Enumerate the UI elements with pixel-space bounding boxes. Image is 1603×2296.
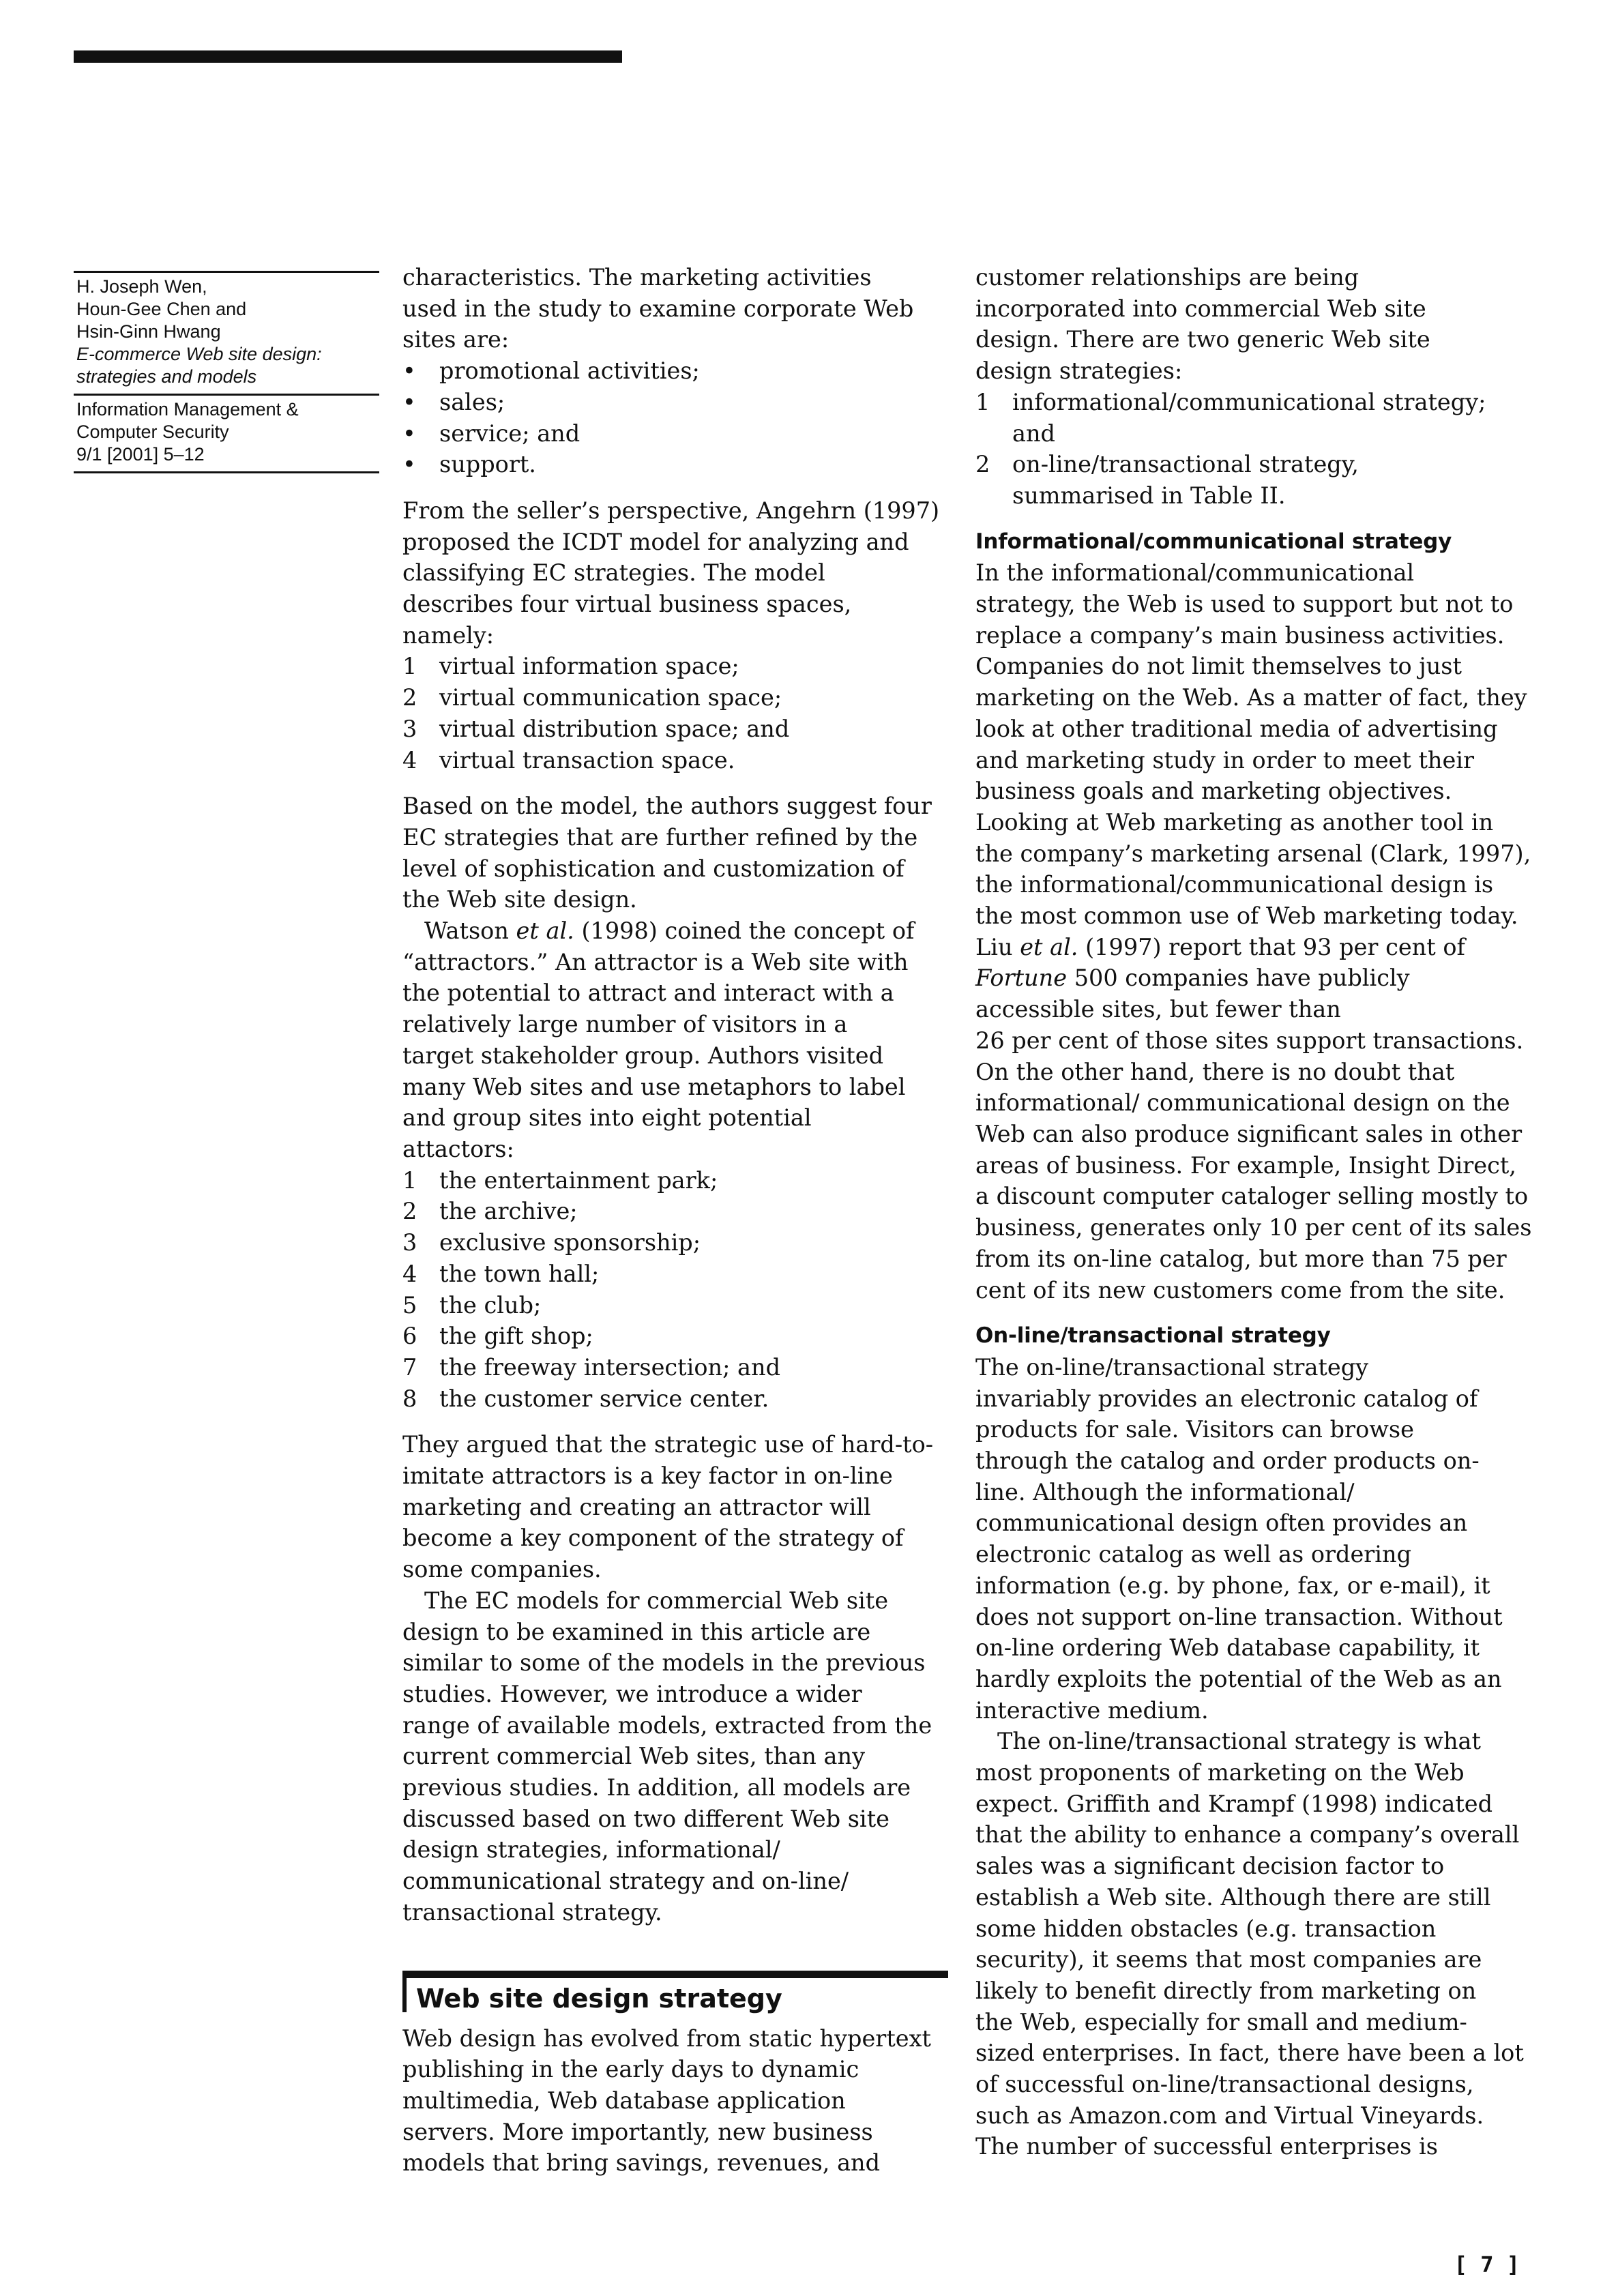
text-line: used in the study to examine corporate Web: [402, 295, 914, 322]
text-line: relatively large number of visitors in a: [402, 1011, 848, 1038]
text-line: some hidden obstacles (e.g. transaction: [975, 1915, 1437, 1942]
text-line: likely to benefit directly from marketing on: [975, 1977, 1477, 2004]
text-line: In the informational/communicational: [975, 559, 1415, 587]
journal-line: Computer Security: [76, 422, 229, 442]
text-line: establish a Web site. Although there are still: [975, 1883, 1491, 1911]
author-line: H. Joseph Wen,: [76, 276, 207, 297]
list-number: 7: [402, 1353, 417, 1381]
text-line: products for sale. Visitors can browse: [975, 1416, 1414, 1443]
text-line: design. There are two generic Web site: [975, 326, 1430, 353]
paragraph: [402, 495, 948, 651]
header-rule: [74, 50, 622, 63]
text-line: incorporated into commercial Web site: [975, 295, 1426, 322]
list-item: [402, 1383, 948, 1415]
bullet-list: [402, 355, 948, 480]
text-line: Companies do not limit themselves to just: [975, 653, 1462, 680]
subsection-heading: Informational/communicational strategy: [975, 529, 1452, 554]
text-line: design strategies, informational/: [402, 1836, 780, 1864]
text-line: electronic catalog as well as ordering: [975, 1541, 1412, 1568]
text-line: The EC models for commercial Web site: [424, 1587, 889, 1614]
text-line: accessible sites, but fewer than: [975, 996, 1341, 1023]
list-item-text: the gift shop;: [439, 1323, 593, 1350]
text-line: sites are:: [402, 326, 510, 353]
text-line: become a key component of the strategy of: [402, 1525, 904, 1552]
text-line: Web design has evolved from static hypertext: [402, 2025, 931, 2052]
text-line: classifying EC strategies. The model: [402, 559, 825, 587]
text-run: Watson: [424, 917, 516, 945]
text-line: information (e.g. by phone, fax, or e-mail), it: [975, 1572, 1490, 1599]
text-line: through the catalog and order products on-: [975, 1447, 1480, 1475]
text-line: security), it seems that most companies are: [975, 1946, 1482, 1973]
list-item: [402, 1259, 948, 1290]
text-line: models that bring savings, revenues, and: [402, 2149, 881, 2177]
list-number: 8: [402, 1385, 417, 1412]
list-item-text: summarised in Table II.: [1012, 482, 1286, 509]
journal-issue: 9/1 [2001] 5–12: [76, 444, 205, 465]
subsection-heading: On-line/transactional strategy: [975, 1323, 1331, 1349]
list-number: 5: [402, 1291, 417, 1319]
text-line: Web can also produce significant sales in other: [975, 1120, 1523, 1147]
text-line: The on-line/transactional strategy is what: [997, 1728, 1481, 1755]
text-line: communicational design often provides an: [975, 1510, 1468, 1537]
list-item-text: on-line/transactional strategy,: [1012, 451, 1359, 478]
text-line: 26 per cent of those sites support transactions.: [975, 1027, 1524, 1054]
text-line: the most common use of Web marketing today.: [975, 902, 1518, 930]
list-item-text: exclusive sponsorship;: [439, 1229, 701, 1256]
list-item-text: sales;: [439, 388, 505, 415]
bullet-marker: •: [402, 420, 416, 447]
text-line: Looking at Web marketing as another tool in: [975, 808, 1494, 836]
text-line: current commercial Web sites, than any: [402, 1743, 865, 1770]
list-item-text: the entertainment park;: [439, 1166, 718, 1194]
paragraph: [402, 1429, 948, 1585]
numbered-list: [402, 651, 948, 776]
text-line: business goals and marketing objectives.: [975, 778, 1452, 805]
list-number: 3: [402, 715, 417, 742]
text-line: target stakeholder group. Authors visited: [402, 1042, 884, 1069]
list-number: 2: [402, 1198, 417, 1225]
article-title-line: E-commerce Web site design:: [76, 344, 322, 364]
text-line: some companies.: [402, 1556, 602, 1583]
text-line: many Web sites and use metaphors to label: [402, 1073, 906, 1100]
text-line: informational/ communicational design on the: [975, 1089, 1510, 1117]
text-run: 500 companies have publicly: [1067, 965, 1410, 992]
text-line: proposed the ICDT model for analyzing and: [402, 528, 909, 555]
list-item-text: virtual information space;: [439, 653, 739, 680]
text-line: characteristics. The marketing activities: [402, 264, 872, 291]
text-line: customer relationships are being: [975, 264, 1359, 291]
text-line: servers. More importantly, new business: [402, 2118, 873, 2145]
text-line: interactive medium.: [975, 1696, 1209, 1724]
text-line: communicational strategy and on-line/: [402, 1868, 849, 1895]
author-line: Hsin-Ginn Hwang: [76, 321, 221, 342]
list-item: [975, 387, 1528, 418]
text-line: previous studies. In addition, all models are: [402, 1774, 911, 1801]
list-item-continuation: [975, 480, 1528, 512]
text-line: invariably provides an electronic catalog of: [975, 1385, 1478, 1412]
article-title-line: strategies and models: [76, 366, 257, 387]
list-item-text: virtual distribution space; and: [439, 715, 790, 742]
text-line: the company’s marketing arsenal (Clark, 1997),: [975, 840, 1531, 867]
sidebar-authors-title: [74, 271, 379, 394]
text-line: [975, 932, 1528, 963]
list-number: 1: [402, 653, 417, 680]
list-item-text: the club;: [439, 1291, 542, 1319]
text-line: range of available models, extracted from the: [402, 1711, 932, 1739]
text-run-italic: et al.: [1020, 933, 1078, 960]
paragraph: [975, 1726, 1528, 2162]
text-line: such as Amazon.com and Virtual Vineyards.: [975, 2102, 1484, 2129]
list-item: [402, 1165, 948, 1196]
text-line: expect. Griffith and Krampf (1998) indicated: [975, 1790, 1493, 1817]
text-line: From the seller’s perspective, Angehrn (1997): [402, 497, 940, 524]
list-item-text: service; and: [439, 420, 580, 447]
list-item: [402, 418, 948, 450]
text-line: strategy, the Web is used to support but not to: [975, 591, 1514, 618]
list-item: [402, 682, 948, 713]
text-line: publishing in the early days to dynamic: [402, 2056, 859, 2083]
paragraph: [402, 2023, 948, 2179]
list-item: [402, 1321, 948, 1352]
list-item-text: informational/communicational strategy;: [1012, 388, 1486, 415]
text-line: namely:: [402, 621, 495, 649]
text-line: and marketing study in order to meet their: [975, 746, 1475, 774]
list-item-text: virtual communication space;: [439, 684, 782, 711]
section-heading: [402, 1971, 948, 2023]
list-item-text: support.: [439, 451, 536, 478]
text-run-italic: et al.: [516, 917, 574, 945]
text-line: attactors:: [402, 1135, 514, 1162]
text-line: marketing on the Web. As a matter of fact, they: [975, 684, 1527, 711]
list-number: 6: [402, 1323, 417, 1350]
text-line: On the other hand, there is no doubt that: [975, 1058, 1455, 1085]
list-item-text: the freeway intersection; and: [439, 1353, 781, 1381]
list-number: 4: [402, 746, 417, 774]
text-line: imitate attractors is a key factor in on-line: [402, 1462, 893, 1490]
list-item: [402, 651, 948, 682]
page-number: [ 7 ]: [1454, 2252, 1520, 2278]
list-item-continuation: [975, 418, 1528, 450]
list-item: [402, 387, 948, 418]
text-line: sized enterprises. In fact, there have been a lot: [975, 2040, 1524, 2067]
list-item: [402, 355, 948, 387]
list-number: 3: [402, 1229, 417, 1256]
journal-line: Information Management &: [76, 399, 299, 420]
paragraph: [975, 1352, 1528, 1726]
text-line: level of sophistication and customization of: [402, 855, 905, 882]
text-line: the informational/communicational design is: [975, 871, 1494, 898]
text-run: (1997) report that 93 per cent of: [1078, 933, 1465, 960]
text-line: sales was a significant decision factor to: [975, 1853, 1445, 1880]
text-line: design strategies:: [975, 357, 1183, 385]
list-number: 1: [975, 388, 990, 415]
list-item: [402, 1196, 948, 1227]
text-line: cent of its new customers come from the site.: [975, 1276, 1505, 1304]
text-line: transactional strategy.: [402, 1898, 662, 1926]
list-item: [975, 449, 1528, 480]
list-item: [402, 1352, 948, 1383]
text-line: the Web site design.: [402, 886, 637, 913]
text-line: design to be examined in this article are: [402, 1618, 871, 1645]
text-line: studies. However, we introduce a wider: [402, 1680, 862, 1707]
list-item: [402, 449, 948, 480]
numbered-list: [402, 1165, 948, 1415]
list-item: [402, 1227, 948, 1259]
bullet-marker: •: [402, 388, 416, 415]
paragraph: [402, 1585, 948, 1928]
paragraph: [402, 915, 948, 1165]
list-item-text: the archive;: [439, 1198, 578, 1225]
text-line: that the ability to enhance a company’s overall: [975, 1821, 1520, 1849]
paragraph: [402, 262, 948, 355]
text-run: (1998) coined the concept of: [574, 917, 915, 945]
text-line: discussed based on two different Web site: [402, 1805, 889, 1832]
text-line: of successful on-line/transactional designs,: [975, 2071, 1474, 2098]
text-line: from its on-line catalog, but more than 75 per: [975, 1245, 1507, 1272]
section-heading-text: Web site design strategy: [416, 1983, 782, 2014]
list-item-text: the customer service center.: [439, 1385, 769, 1412]
text-line: The on-line/transactional strategy: [975, 1353, 1369, 1381]
list-item: [402, 745, 948, 776]
text-line: the Web, especially for small and medium-: [975, 2008, 1467, 2035]
text-run: Liu: [975, 933, 1020, 960]
paragraph: [975, 262, 1528, 387]
text-line: EC strategies that are further refined by the: [402, 823, 918, 851]
list-item-text: the town hall;: [439, 1260, 600, 1287]
list-item: [402, 713, 948, 745]
list-item-text: promotional activities;: [439, 357, 700, 385]
list-number: 1: [402, 1166, 417, 1194]
text-line: line. Although the informational/: [975, 1478, 1355, 1505]
text-line: a discount computer cataloger selling mostly to: [975, 1183, 1529, 1210]
text-line: Based on the model, the authors suggest four: [402, 793, 932, 820]
text-line: and group sites into eight potential: [402, 1104, 812, 1132]
text-column-left: [402, 262, 948, 2179]
text-line: on-line ordering Web database capability, it: [975, 1634, 1480, 1662]
article-sidebar: [74, 271, 379, 473]
text-line: business, generates only 10 per cent of its sales: [975, 1214, 1532, 1241]
text-line: [402, 915, 948, 947]
bullet-marker: •: [402, 451, 416, 478]
numbered-list: [975, 387, 1528, 512]
text-line: “attractors.” An attractor is a Web site with: [402, 948, 909, 975]
text-line: describes four virtual business spaces,: [402, 591, 852, 618]
text-run-italic: Fortune: [975, 965, 1068, 992]
text-line: does not support on-line transaction. Without: [975, 1603, 1503, 1630]
text-line: most proponents of marketing on the Web: [975, 1759, 1465, 1786]
text-line: [975, 962, 1528, 994]
list-number: 2: [402, 684, 417, 711]
text-column-right: [975, 262, 1532, 2162]
text-line: look at other traditional media of advertising: [975, 715, 1498, 742]
paragraph: [402, 791, 948, 915]
text-line: They argued that the strategic use of hard-to-: [402, 1431, 934, 1458]
text-line: hardly exploits the potential of the Web as an: [975, 1665, 1502, 1692]
bullet-marker: •: [402, 357, 416, 385]
text-line: similar to some of the models in the previous: [402, 1649, 926, 1677]
text-line: marketing and creating an attractor will: [402, 1493, 871, 1520]
text-line: replace a company’s main business activities.: [975, 621, 1505, 649]
paragraph: [975, 557, 1532, 1306]
sidebar-journal-info: [74, 394, 379, 473]
author-line: Houn-Gee Chen and: [76, 299, 247, 319]
list-number: 4: [402, 1260, 417, 1287]
list-item-text: and: [1012, 420, 1055, 447]
text-line: multimedia, Web database application: [402, 2087, 846, 2114]
list-number: 2: [975, 451, 990, 478]
text-line: The number of successful enterprises is: [975, 2133, 1438, 2160]
list-item: [402, 1290, 948, 1321]
text-line: the potential to attract and interact with a: [402, 980, 894, 1007]
list-item-text: virtual transaction space.: [439, 746, 735, 774]
text-line: areas of business. For example, Insight Direct,: [975, 1151, 1516, 1179]
